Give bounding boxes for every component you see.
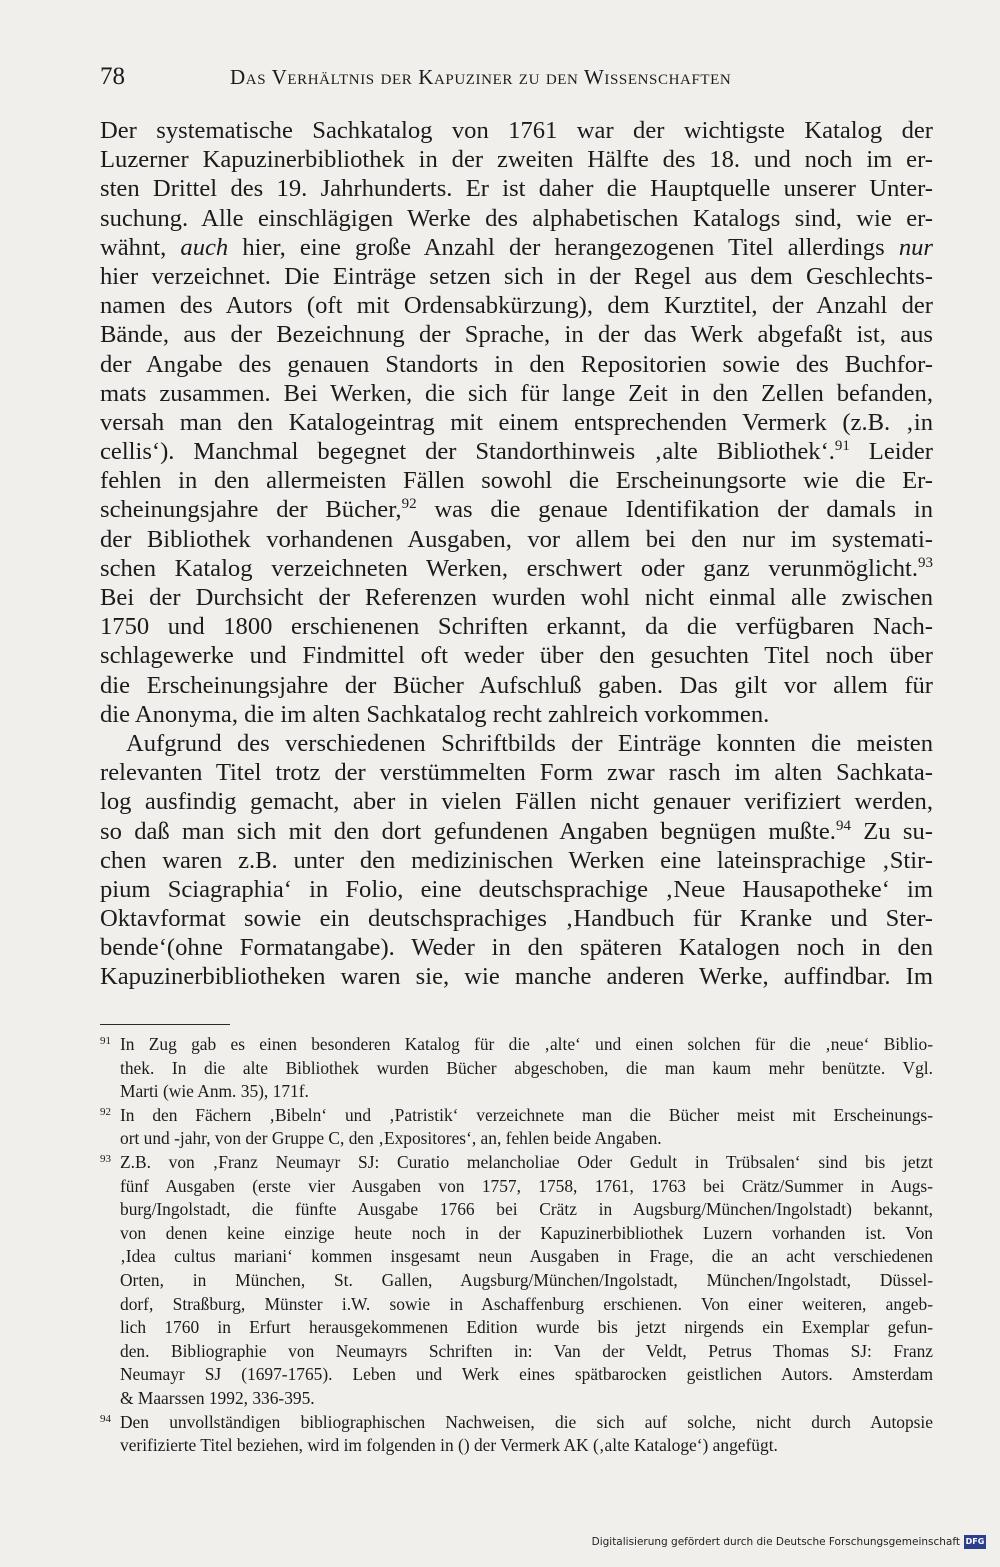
text-run: Kapuzinerbibliotheken waren sie, wie manche anderen Werke, auffindbar. Im xyxy=(100,963,933,991)
body-line xyxy=(100,554,933,583)
text-run: suchung. Alle einschlägigen Werke des alphabetischen Katalogs sind, wie er- xyxy=(100,204,933,232)
body-line xyxy=(100,174,933,203)
body-line xyxy=(100,583,933,612)
footnote xyxy=(100,1033,933,1104)
text-run: cellis‘). Manchmal begegnet der Standorthinweis ‚alte Bibliothek‘. xyxy=(100,438,835,466)
text-run: Aufgrund des verschiedenen Schriftbilds der Einträge konnten die meisten xyxy=(126,729,933,757)
dfg-credit xyxy=(592,1533,986,1551)
text-run: fehlen in den allermeisten Fällen sowohl die Erscheinungsorte wie die Er- xyxy=(100,467,933,495)
body-line xyxy=(100,846,933,875)
body-line xyxy=(100,875,933,904)
footnote-line: Orten, in München, St. Gallen, Augsburg/München/Ingolstadt, München/Ingolstadt, Düssel- xyxy=(120,1269,933,1290)
footnote-number: 93 xyxy=(100,1152,111,1165)
body-line xyxy=(100,700,933,729)
text-run: schlagewerke und Findmittel oft weder über den gesuchten Titel noch über xyxy=(100,642,933,670)
text-run: 1750 und 1800 erschienenen Schriften erkannt, da die verfügbaren Nach- xyxy=(100,613,933,641)
body-line xyxy=(100,525,933,554)
text-run: wähnt, xyxy=(100,233,181,261)
text-run: der Bibliothek vorhandenen Ausgaben, vor allem bei den nur im systemati- xyxy=(100,525,933,553)
footnote-number: 91 xyxy=(100,1035,111,1047)
body-line xyxy=(100,437,933,466)
footnote-line: ort und -jahr, von der Gruppe C, den ‚Expositores‘, an, fehlen beide Angaben. xyxy=(120,1128,662,1149)
body-line xyxy=(100,729,933,758)
footnote-line: burg/Ingolstadt, die fünfte Ausgabe 1766 bei Crätz in Augsburg/München/Ingolstadt) bekannt, xyxy=(120,1199,933,1220)
body-line xyxy=(100,962,933,991)
italic-text: auch xyxy=(180,233,229,261)
body-line xyxy=(100,904,933,933)
footnotes xyxy=(100,1033,933,1458)
footnote-line: Z.B. von ‚Franz Neumayr SJ: Curatio melancholiae Oder Gedult in Trübsalen‘ sind bis jetzt xyxy=(120,1151,933,1172)
footnote-line: dorf, Straßburg, Münster i.W. sowie in Aschaffenburg erschienen. Von einer weiteren, angeb- xyxy=(120,1293,933,1314)
footnote-line: verifizierte Titel beziehen, wird im folgenden in () der Vermerk AK (‚alte Kataloge‘) angefügt. xyxy=(120,1435,778,1456)
text-run: die Anonyma, die im alten Sachkatalog recht zahlreich vorkommen. xyxy=(100,700,770,728)
text-run: Bände, aus der Bezeichnung der Sprache, in der das Werk abgefaßt ist, aus xyxy=(100,321,933,349)
body-line xyxy=(100,262,933,291)
text-run: chen waren z.B. unter den medizinischen Werken eine lateinsprachige ‚Stir- xyxy=(100,846,933,874)
text-run: Zu su- xyxy=(850,817,933,845)
text-run: so daß man sich mit den dort gefundenen Angaben begnügen mußte. xyxy=(100,817,836,845)
italic-text: nur xyxy=(898,233,933,261)
text-run: hier verzeichnet. Die Einträge setzen sich in der Regel aus dem Geschlechts- xyxy=(100,262,933,290)
text-run: Bei der Durchsicht der Referenzen wurden wohl nicht einmal alle zwischen xyxy=(100,584,933,611)
footnote-line: Den unvollständigen bibliographischen Nachweisen, die sich auf solche, nicht durch Autopsie xyxy=(120,1411,933,1432)
text-run: relevanten Titel trotz der verstümmelten Form zwar rasch im alten Sachkata- xyxy=(100,759,933,787)
body-line xyxy=(100,466,933,495)
footnote-line: & Maarssen 1992, 336-395. xyxy=(120,1387,315,1408)
body-line xyxy=(100,116,933,145)
footnote-line: In den Fächern ‚Bibeln‘ und ‚Patristik‘ verzeichnete man die Bücher meist mit Erscheinungs- xyxy=(120,1104,933,1125)
text-run: log ausfindig gemacht, aber in vielen Fällen nicht genauer verifiziert werden, xyxy=(100,788,933,816)
footnote-line: ‚Idea cultus mariani‘ kommen insgesamt neun Ausgaben in Frage, die an acht verschiedenen xyxy=(120,1246,933,1267)
text-run: bende‘(ohne Formatangabe). Weder in den späteren Katalogen noch in den xyxy=(100,934,933,962)
footnote-ref: 92 xyxy=(401,496,417,513)
body-line xyxy=(100,817,933,846)
text-run: pium Sciagraphia‘ in Folio, eine deutschsprachige ‚Neue Hausapotheke‘ im xyxy=(100,875,933,903)
footnote xyxy=(100,1411,933,1458)
text-run: mats zusammen. Bei Werken, die sich für lange Zeit in den Zellen befanden, xyxy=(100,379,933,407)
footnote-ref: 91 xyxy=(834,438,850,455)
body-line xyxy=(100,495,933,524)
text-run: Der systematische Sachkatalog von 1761 war der wichtigste Katalog der xyxy=(100,117,933,144)
text-run: namen des Autors (oft mit Ordensabkürzung), dem Kurztitel, der Anzahl der xyxy=(100,292,933,320)
body-line xyxy=(100,379,933,408)
body-line xyxy=(100,787,933,816)
footnote-line: von denen keine einzige heute noch in der Kapuzinerbibliothek Luzern vorhanden ist. Von xyxy=(120,1222,933,1243)
footnote-line: lich 1760 in Erfurt herausgekommenen Edition wurde bis jetzt nirgends ein Exemplar gefun- xyxy=(120,1317,933,1338)
footnote-line: In Zug gab es einen besonderen Katalog für die ‚alte‘ und einen solchen für die ‚neue‘ Biblio- xyxy=(120,1034,933,1054)
body-line xyxy=(100,204,933,233)
running-head: Das Verhältnis der Kapuziner zu den Wissenschaften xyxy=(230,65,732,89)
body-line xyxy=(100,350,933,379)
text-run: die Erscheinungsjahre der Bücher Aufschluß gaben. Das gilt vor allem für xyxy=(100,671,933,699)
body-line xyxy=(100,671,933,700)
dfg-logo: DFG xyxy=(964,1535,986,1549)
body-line xyxy=(100,233,933,262)
body-line xyxy=(100,408,933,437)
footnote-ref: 94 xyxy=(835,817,851,834)
dfg-credit-text: Digitalisierung gefördert durch die Deutsche Forschungsgemeinschaft xyxy=(591,1536,960,1548)
text-run: Leider xyxy=(849,438,933,466)
text-run: versah man den Katalogeintrag mit einem entsprechenden Vermerk (z.B. ‚in xyxy=(100,408,933,436)
footnote-line: Marti (wie Anm. 35), 171f. xyxy=(120,1081,309,1102)
body-line xyxy=(100,291,933,320)
footnote-rule xyxy=(100,1024,230,1025)
body-text xyxy=(100,116,933,992)
body-line xyxy=(100,320,933,349)
footnote-ref: 93 xyxy=(918,554,933,571)
footnote xyxy=(100,1151,933,1411)
text-run: hier, eine große Anzahl der herangezogenen Titel allerdings xyxy=(228,233,899,261)
text-run: schen Katalog verzeichneten Werken, erschwert oder ganz verunmöglicht. xyxy=(100,554,918,582)
footnote-number: 94 xyxy=(100,1412,111,1425)
body-line xyxy=(100,145,933,174)
footnote-line: fünf Ausgaben (erste vier Ausgaben von 1757, 1758, 1761, 1763 bei Crätz/Summer in Augs- xyxy=(120,1175,933,1196)
body-line xyxy=(100,933,933,962)
text-run: was die genaue Identifikation der damals in xyxy=(416,496,933,524)
page-number: 78 xyxy=(100,63,125,90)
body-line xyxy=(100,612,933,641)
page-header xyxy=(100,60,933,94)
text-run: scheinungsjahre der Bücher, xyxy=(100,496,402,524)
body-line xyxy=(100,758,933,787)
text-run: Luzerner Kapuzinerbibliothek in der zweiten Hälfte des 18. und noch im er- xyxy=(100,146,933,174)
body-line xyxy=(100,641,933,670)
text-run: sten Drittel des 19. Jahrhunderts. Er ist daher die Hauptquelle unserer Unter- xyxy=(100,175,933,203)
footnote-line: Neumayr SJ (1697-1765). Leben und Werk eines spätbarocken geistlichen Autors. Amsterdam xyxy=(120,1364,933,1385)
footnote-line: thek. In die alte Bibliothek wurden Bücher abgeschoben, die man kaum mehr benützte. Vgl. xyxy=(120,1057,933,1078)
footnote-number: 92 xyxy=(100,1105,111,1118)
text-run: Oktavformat sowie ein deutschsprachiges ‚Handbuch für Kranke und Ster- xyxy=(100,905,933,933)
footnote-line: den. Bibliographie von Neumayrs Schriften in: Van der Veldt, Petrus Thomas SJ: Franz xyxy=(120,1340,933,1361)
footnote xyxy=(100,1104,933,1151)
text-run: der Angabe des genauen Standorts in den Repositorien sowie des Buchfor- xyxy=(100,350,933,378)
